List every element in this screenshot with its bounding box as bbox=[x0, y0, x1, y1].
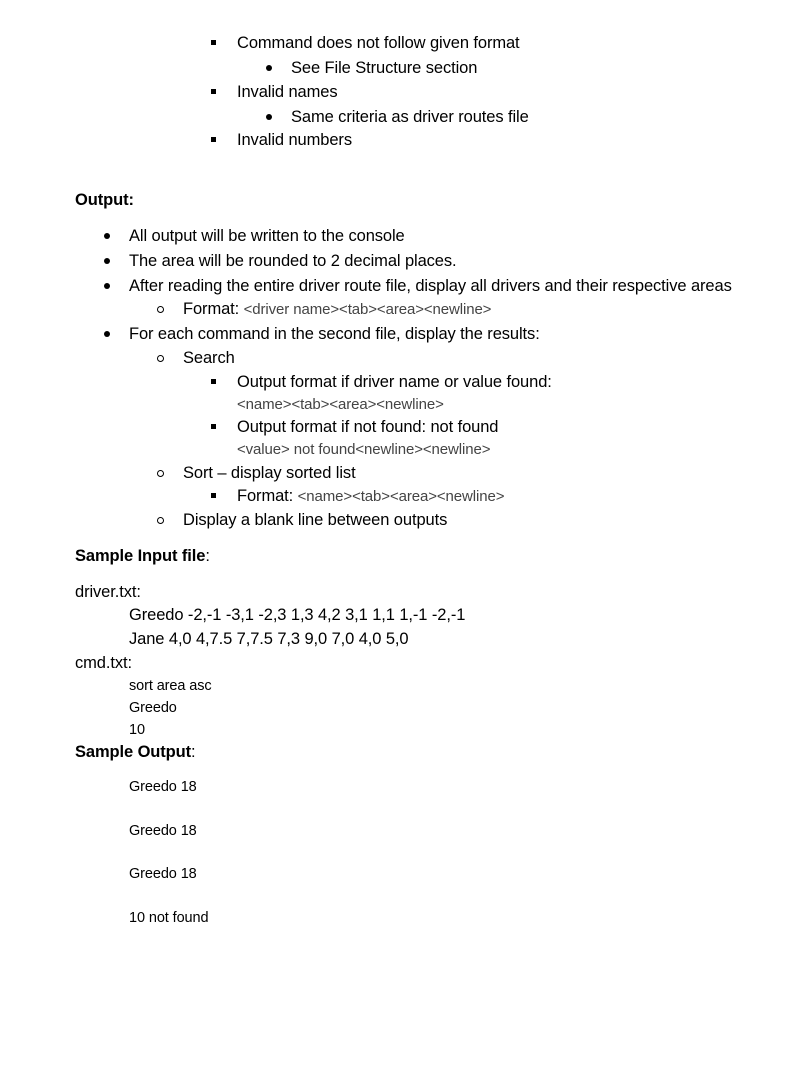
cmd-file-name: cmd.txt: bbox=[75, 654, 132, 672]
search-notfound-format: <value> not found<newline><newline> bbox=[237, 441, 491, 458]
bullet-icon bbox=[104, 331, 110, 337]
invalid-item-format: Command does not follow given format bbox=[237, 34, 520, 52]
square-bullet-icon bbox=[211, 137, 216, 142]
sample-input-heading-label: Sample Input file bbox=[75, 547, 206, 565]
sort-format-line bbox=[237, 486, 504, 507]
square-bullet-icon bbox=[211, 493, 216, 498]
search-notfound-text: Output format if not found: not found bbox=[237, 418, 499, 436]
invalid-item-format-sub: See File Structure section bbox=[291, 59, 478, 77]
drivers-format-label: Format: bbox=[183, 300, 240, 318]
cmd-line: Greedo bbox=[129, 700, 177, 716]
driver-line: Jane 4,0 4,7.5 7,7.5 7,3 9,0 7,0 4,0 5,0 bbox=[129, 630, 409, 648]
blank-line-text: Display a blank line between outputs bbox=[183, 511, 448, 529]
output-heading: Output: bbox=[75, 191, 134, 209]
sort-format-value: <name><tab><area><newline> bbox=[297, 488, 505, 505]
sample-output-line: Greedo 18 bbox=[129, 866, 197, 882]
sort-label: Sort – display sorted list bbox=[183, 464, 356, 482]
circle-bullet-icon bbox=[157, 355, 164, 362]
bullet-icon bbox=[104, 233, 110, 239]
sort-format-label: Format: bbox=[237, 487, 294, 505]
sample-output-line: Greedo 18 bbox=[129, 823, 197, 839]
circle-bullet-icon bbox=[157, 470, 164, 477]
search-found-text: Output format if driver name or value found: bbox=[237, 373, 552, 391]
invalid-item-names-sub: Same criteria as driver routes file bbox=[291, 108, 529, 126]
invalid-item-names: Invalid names bbox=[237, 83, 338, 101]
square-bullet-icon bbox=[211, 89, 216, 94]
square-bullet-icon bbox=[211, 40, 216, 45]
sample-output-line: 10 not found bbox=[129, 910, 209, 926]
bullet-icon bbox=[104, 258, 110, 264]
sample-output-heading-label: Sample Output bbox=[75, 743, 192, 761]
circle-bullet-icon bbox=[157, 517, 164, 524]
output-bullet-console: All output will be written to the console bbox=[129, 227, 405, 245]
driver-file-name: driver.txt: bbox=[75, 583, 141, 601]
bullet-icon bbox=[104, 283, 110, 289]
sample-output-line: Greedo 18 bbox=[129, 779, 197, 795]
bullet-icon bbox=[266, 65, 272, 71]
driver-line: Greedo -2,-1 -3,1 -2,3 1,3 4,2 3,1 1,1 1,-1 -2,-1 bbox=[129, 606, 466, 624]
drivers-format-line bbox=[183, 299, 491, 320]
sample-input-heading bbox=[75, 546, 210, 566]
output-bullet-commands: For each command in the second file, display the results: bbox=[129, 325, 540, 343]
search-found-format: <name><tab><area><newline> bbox=[237, 396, 444, 413]
circle-bullet-icon bbox=[157, 306, 164, 313]
bullet-icon bbox=[266, 114, 272, 120]
square-bullet-icon bbox=[211, 424, 216, 429]
cmd-line: 10 bbox=[129, 722, 145, 738]
sample-input-heading-colon: : bbox=[205, 547, 210, 565]
cmd-line: sort area asc bbox=[129, 678, 212, 694]
output-bullet-drivers: After reading the entire driver route file, display all drivers and their respective areas bbox=[129, 277, 732, 295]
sample-output-heading bbox=[75, 742, 196, 762]
square-bullet-icon bbox=[211, 379, 216, 384]
output-bullet-rounding: The area will be rounded to 2 decimal places. bbox=[129, 252, 457, 270]
drivers-format-value: <driver name><tab><area><newline> bbox=[243, 301, 492, 318]
invalid-item-numbers: Invalid numbers bbox=[237, 131, 352, 149]
search-label: Search bbox=[183, 349, 235, 367]
sample-output-heading-colon: : bbox=[191, 743, 196, 761]
